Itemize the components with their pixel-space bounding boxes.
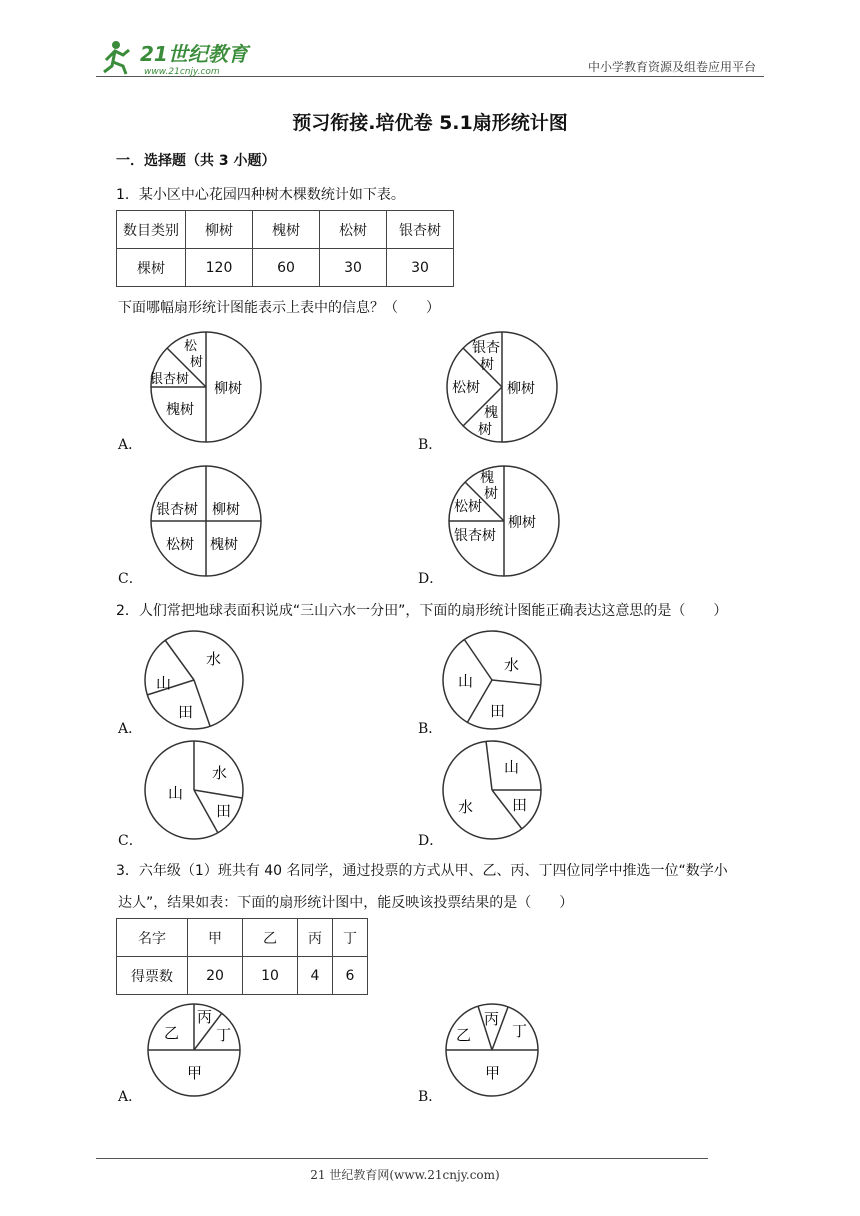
q2-option-a-pie xyxy=(142,630,246,734)
q3b-slice-ding: 丁 xyxy=(512,1022,528,1040)
q2b-slice-shui: 水 xyxy=(504,656,520,674)
q1-td-0: 棵树 xyxy=(117,249,186,287)
q2b-slice-tian: 田 xyxy=(490,702,506,720)
q1-option-a-pie xyxy=(144,330,268,446)
q2-option-d-label[interactable]: D． xyxy=(418,833,444,849)
q1-stem: 1．某小区中心花园四种树木棵数统计如下表。 xyxy=(116,187,405,203)
q1-th-1: 柳树 xyxy=(186,211,253,249)
q1-option-d-pie xyxy=(444,464,564,580)
q3-td-3: 4 xyxy=(298,957,333,995)
q1b-slice-huai: 槐 xyxy=(484,405,498,421)
q3-stem-line2: 达人”，结果如表：下面的扇形统计图中，能反映该投票结果的是（ ） xyxy=(118,895,574,911)
q1a-slice-liushu: 柳树 xyxy=(214,381,242,397)
q2-option-b-label[interactable]: B． xyxy=(418,721,443,737)
q3-td-4: 6 xyxy=(333,957,368,995)
q2d-slice-shan: 山 xyxy=(504,758,520,776)
q3b-slice-jia: 甲 xyxy=(485,1064,501,1082)
q2c-slice-tian: 田 xyxy=(216,802,232,820)
logo-text: 21世纪教育 xyxy=(140,42,248,66)
q2c-slice-shan: 山 xyxy=(168,784,184,802)
q1c-slice-huaishu: 槐树 xyxy=(210,537,238,553)
q2d-slice-shui: 水 xyxy=(458,798,474,816)
q1-prompt: 下面哪幅扇形统计图能表示上表中的信息？（ ） xyxy=(118,300,440,316)
q1a-slice-song: 松 xyxy=(184,339,198,354)
header-divider xyxy=(96,76,764,77)
q3-th-0: 名字 xyxy=(117,919,188,957)
q1c-slice-liushu: 柳树 xyxy=(212,502,240,518)
page-title: 预习衔接.培优卷 5.1扇形统计图 xyxy=(292,112,568,134)
q1d-slice-huai: 槐 xyxy=(480,470,494,486)
q1-td-1: 120 xyxy=(186,249,253,287)
q1d-slice-huai-2: 树 xyxy=(484,486,498,502)
q1b-slice-huai-2: 树 xyxy=(478,422,492,438)
q3-option-b-pie xyxy=(444,1002,540,1098)
q1d-slice-liushu: 柳树 xyxy=(508,515,536,531)
q1-th-0: 数目类别 xyxy=(117,211,186,249)
q3a-slice-bing: 丙 xyxy=(197,1008,213,1026)
site-logo xyxy=(96,36,266,78)
q1-th-4: 银杏树 xyxy=(387,211,454,249)
q1-option-b-label[interactable]: B． xyxy=(418,437,443,453)
q3-th-1: 甲 xyxy=(188,919,243,957)
q2-option-b-pie xyxy=(440,630,544,734)
q1-table-header-row xyxy=(117,211,454,249)
q3-td-1: 20 xyxy=(188,957,243,995)
q1b-slice-liushu: 柳树 xyxy=(507,381,535,397)
q3-table-header-row xyxy=(117,919,368,957)
q1-option-b-pie xyxy=(444,330,560,446)
q3b-slice-yi: 乙 xyxy=(456,1026,472,1044)
q1-option-c-pie xyxy=(144,464,268,580)
q3a-slice-ding: 丁 xyxy=(216,1026,232,1044)
q3-option-b-label[interactable]: B． xyxy=(418,1089,443,1105)
q2a-slice-shui: 水 xyxy=(206,650,222,668)
q1b-slice-yinxing: 银杏 xyxy=(472,340,500,356)
q1d-slice-yinxing: 银杏树 xyxy=(454,528,496,544)
section-heading: 一．选择题（共 3 小题） xyxy=(116,153,276,169)
q3b-slice-bing: 丙 xyxy=(484,1010,500,1028)
q1-th-3: 松树 xyxy=(320,211,387,249)
q2-option-d-pie xyxy=(440,740,544,844)
q1a-slice-huaishu: 槐树 xyxy=(166,402,194,418)
q2-stem: 2．人们常把地球表面积说成“三山六水一分田”，下面的扇形统计图能正确表达这意思的是（ ） xyxy=(116,603,728,619)
q1c-slice-songshu: 松树 xyxy=(166,537,194,553)
q1d-slice-songshu: 松树 xyxy=(454,499,482,515)
q1-option-c-label[interactable]: C． xyxy=(118,571,143,587)
q3-td-0: 得票数 xyxy=(117,957,188,995)
q3-th-4: 丁 xyxy=(333,919,368,957)
q1a-slice-yinxing: 银杏树 xyxy=(150,372,190,387)
q1a-slice-shu: 树 xyxy=(190,355,204,370)
q1b-slice-yinxing-2: 树 xyxy=(480,357,494,373)
q1-option-d-label[interactable]: D． xyxy=(418,571,444,587)
logo-url: www.21cnjy.com xyxy=(144,67,220,77)
q3a-slice-jia: 甲 xyxy=(187,1064,203,1082)
platform-label: 中小学教育资源及组卷应用平台 xyxy=(587,60,756,74)
q2a-slice-tian: 田 xyxy=(178,703,194,721)
q3-th-3: 丙 xyxy=(298,919,333,957)
q1-td-3: 30 xyxy=(320,249,387,287)
q1-td-2: 60 xyxy=(253,249,320,287)
footer-divider xyxy=(96,1158,708,1159)
footer-text: 21 世纪教育网(www.21cnjy.com) xyxy=(310,1168,500,1182)
q2-option-a-label[interactable]: A． xyxy=(118,721,143,737)
runner-icon xyxy=(104,41,129,74)
q1-table xyxy=(116,210,454,287)
q3-option-a-pie xyxy=(146,1002,242,1098)
q1b-slice-songshu: 松树 xyxy=(452,380,480,396)
q3-stem-line1: 3．六年级（1）班共有 40 名同学，通过投票的方式从甲、乙、丙、丁四位同学中推选一位“数学小 xyxy=(116,863,728,879)
q1-table-data-row xyxy=(117,249,454,287)
q2c-slice-shui: 水 xyxy=(212,764,228,782)
q3-th-2: 乙 xyxy=(243,919,298,957)
q1c-slice-yinxing: 银杏树 xyxy=(156,502,198,518)
q3-table xyxy=(116,918,368,995)
q2a-slice-shan: 山 xyxy=(156,674,172,692)
q3-table-data-row xyxy=(117,957,368,995)
q2-option-c-pie xyxy=(142,740,246,844)
q1-th-2: 槐树 xyxy=(253,211,320,249)
q2d-slice-tian: 田 xyxy=(512,796,528,814)
q2b-slice-shan: 山 xyxy=(458,672,474,690)
q3-td-2: 10 xyxy=(243,957,298,995)
q3-option-a-label[interactable]: A． xyxy=(118,1089,143,1105)
q1-option-a-label[interactable]: A． xyxy=(118,437,143,453)
q3a-slice-yi: 乙 xyxy=(164,1024,180,1042)
q1-td-4: 30 xyxy=(387,249,454,287)
q2-option-c-label[interactable]: C． xyxy=(118,833,143,849)
